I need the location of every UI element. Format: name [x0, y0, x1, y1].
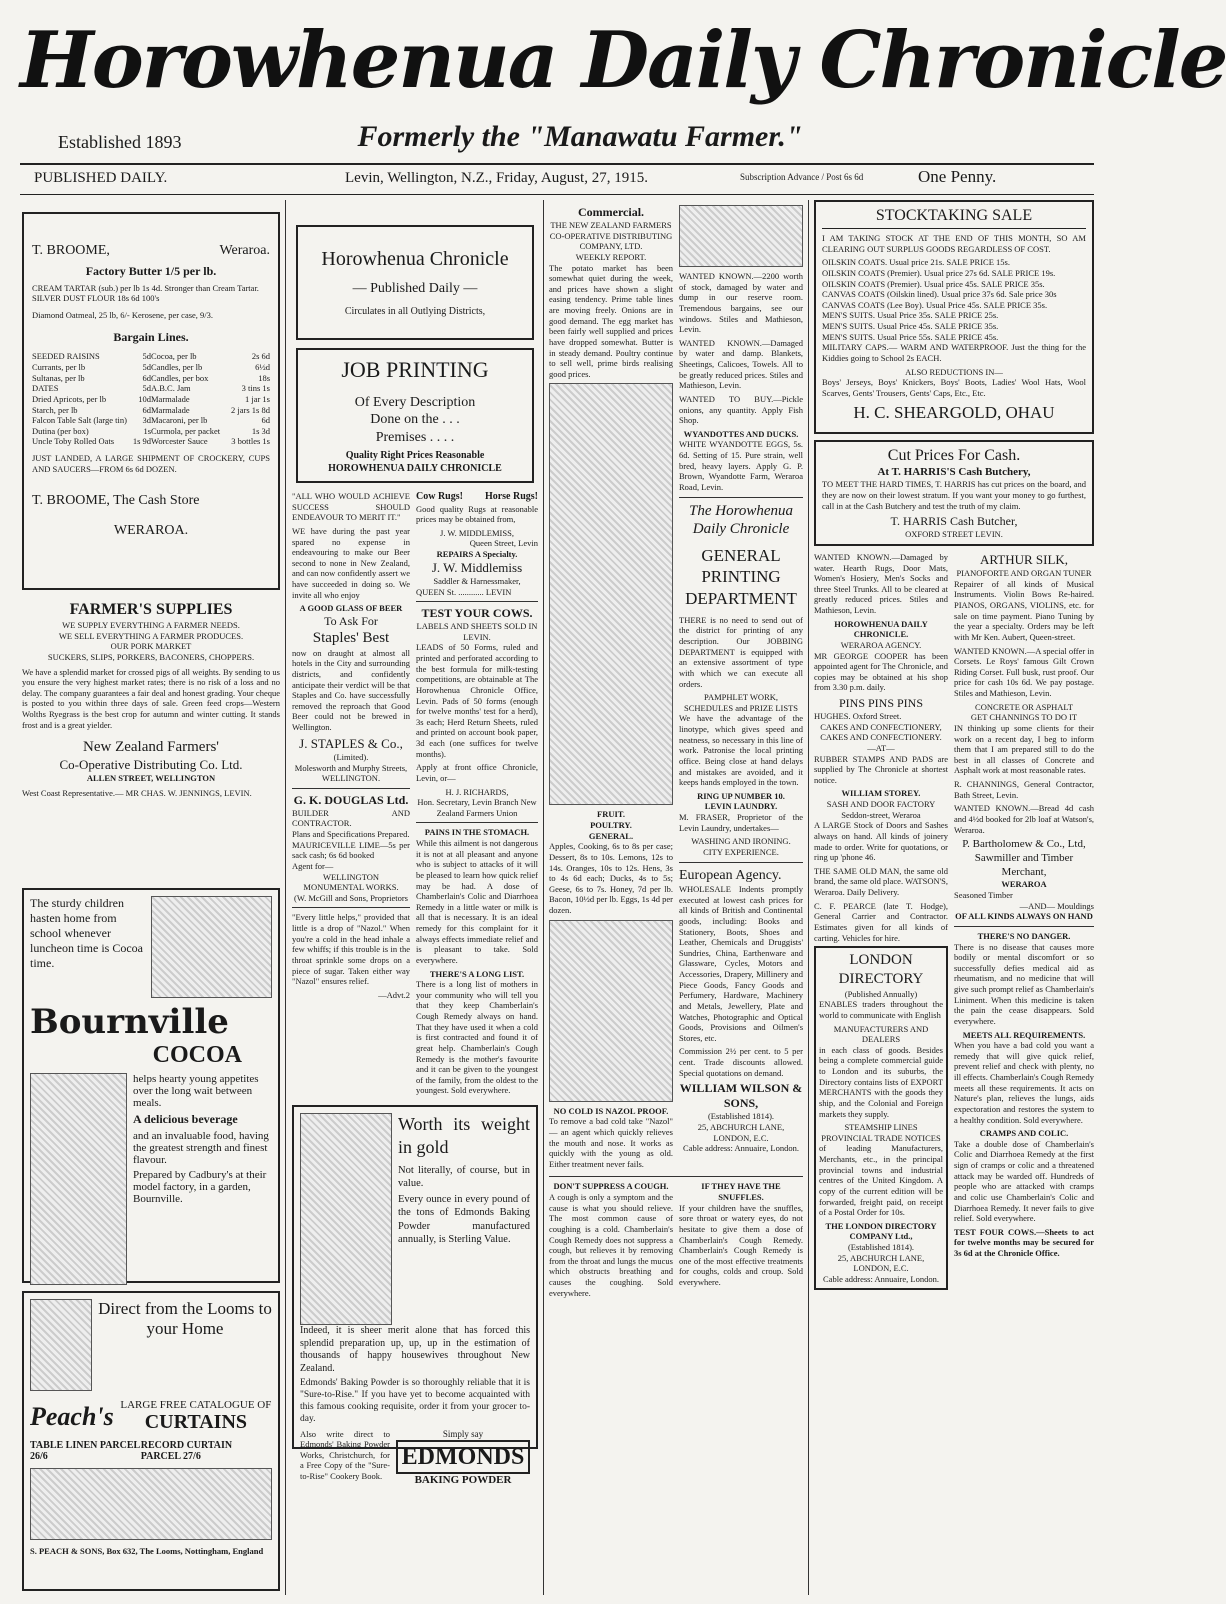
broome-name: T. BROOME, [32, 243, 110, 258]
subscription-terms: Advance / Post 6s 6d [787, 172, 864, 182]
cooper: MR GEORGE COOPER has been appointed agent for The Chronicle, and copies may be obtained at his shop from 3.30 p.m. daily. [814, 650, 948, 693]
wanted-6: WANTED KNOWN.—Bread 4d cash and 4½d booked for 2lb loaf at Watson's, Weraroa. [954, 803, 1094, 835]
bargain-cell: 5d [142, 383, 151, 394]
bargain-cell: Marmalade [151, 404, 190, 415]
nazol: "Every little helps," provided that little is a drop of "Nazol." When you're a cold in the head inhale a few whiffs; if this trouble is in the throat sprinkle some drops on a piece of sugar. Taken either way "Nazol" ensures relief. [292, 912, 410, 987]
subscription [740, 172, 863, 182]
hc-title: Horowhenua Chronicle [321, 248, 509, 270]
no-danger: THERE'S NO DANGER. [977, 930, 1071, 941]
storey: WILLIAM STOREY. [841, 788, 921, 799]
commercial-head: Commercial. [577, 205, 645, 219]
farmers-line: WE SELL EVERYTHING A FARMER PRODUCES. [58, 630, 244, 641]
simply-say: Simply say [442, 1428, 484, 1439]
bargain-row [32, 362, 270, 373]
european-agency: European Agency. [679, 867, 782, 883]
wanted-3: WANTED TO BUY.—Pickle onions, any quantity. Apply Fish Shop. [679, 393, 803, 426]
cocoa-cadbury: Prepared by Cadbury's at their model factory, in a garden, Bournville. [133, 1169, 267, 1205]
london-co: THE LONDON DIRECTORY COMPANY Ltd., [825, 1220, 937, 1242]
col3-adverts [679, 205, 803, 1172]
poultry-head: POULTRY. [590, 820, 632, 830]
bargain-cell: Starch, per lb [32, 404, 78, 415]
hdc-agency: HOROWHENUA DAILY CHRONICLE. [834, 618, 928, 640]
bargain-row [32, 415, 270, 426]
pearce: C. F. PEARCE (late T. Hodge), General Carrier and Contractor. Estimates given for all kinds of carting. Vehicles for hire. [814, 900, 948, 943]
harris-body: TO MEET THE HARD TIMES, T. HARRIS has cut prices on the board, and they are now on their lowest stratum. If you want your money to go furthest, call in at the Cash Butchery and test the truth of my claim. [822, 479, 1086, 511]
commission: Commission 2½ per cent. to 5 per cent. Trade discounts allowed. Special quotations on demand. [679, 1046, 803, 1078]
horse-rugs: Horse Rugs! [484, 491, 538, 502]
wilson: WILLIAM WILSON & SONS, [679, 1081, 803, 1111]
european-body: WHOLESALE Indents promptly executed at lowest cash prices for all kinds of British and Continental goods, including: Books and Stationery, Boots, Shoes and Leather, Chemicals and Druggists' Sundries, China, Earthenware and Glassware, Cycles, Motors and Accessories, Drapery, Millinery and Piece Goods, Fancy Goods and Perfumery, Hardware, Machinery and Metals, Jewellery, Plate and Watches, Photographic and Optical Goods, Provisions and Oilmen's Stores, etc. [679, 884, 803, 1043]
job-line: Of Every Description [354, 394, 476, 410]
woman-illustration [30, 1073, 127, 1285]
bargain-cell: 6d [142, 372, 151, 383]
bargain-cell: 3 tins 1s [241, 383, 270, 394]
column-3 [549, 205, 803, 1595]
sash: SASH AND DOOR FACTORY [826, 799, 936, 809]
bargain-cell: Dried Apricots, per lb [32, 393, 107, 404]
enables: ENABLES traders throughout the world to communicate with English [819, 999, 943, 1020]
bargain-cell: 1s 3d [251, 425, 270, 436]
bargain-row [32, 426, 270, 437]
parcel-list-text [30, 1468, 272, 1540]
queen-levin: QUEEN St. ............ LEVIN [416, 586, 512, 597]
bargain-cell: 6d [261, 415, 270, 426]
reductions: ALSO REDUCTIONS IN— [905, 366, 1003, 377]
edmonds-logo: EDMONDS [396, 1440, 530, 1474]
edmonds-advert [292, 1105, 538, 1486]
bargain-cell: 1 jar 1s [244, 393, 270, 404]
nazol-head: NO COLD IS NAZOL PROOF. [553, 1105, 669, 1116]
cocoa-advert [22, 888, 280, 1283]
cable: Cable address: Annuaire, London. [683, 1143, 799, 1154]
fruit-head: FRUIT. [597, 809, 625, 820]
worth-body3: Indeed, it is sheer merit alone that has forced this splendid preparation up, up, up in the estimation of thousands of happy housewives throughout New Zealand. [300, 1325, 530, 1374]
children-illustration [151, 896, 272, 998]
fertiliser-list-text [679, 205, 803, 267]
cocoa-delicious: A delicious beverage [133, 1112, 238, 1126]
bargain-cell: Sultanas, per lb [32, 372, 85, 383]
peach-logo: Peach's [30, 1401, 114, 1431]
bartholomew: P. Bartholomew & Co., Ltd, [962, 838, 1086, 851]
sawmiller: Sawmiller and Timber Merchant, [974, 851, 1074, 878]
worth-body2: Every ounce in every pound of the tons of Edmonds Baking Powder manufactured annually, is Sterling Value. [398, 1194, 530, 1245]
sheets: TEST FOUR COWS.—Sheets to act for twelve months may be secured for 3s 6d at the Chronicle Office. [954, 1226, 1094, 1258]
rugs-column [416, 491, 538, 1099]
bargain-cell: 5d [142, 362, 151, 372]
nazol-advt: —Advt.2 [378, 989, 410, 1000]
cakes: CAKES AND CONFECTIONERY, CAKES AND CONFECTIONERY. [820, 721, 942, 743]
printing-body: THERE is no need to send out of the district for printing of any description. Our JOBBING DEPARTMENT is equipped with an extensive assortment of type with which we can execute all orders. [679, 614, 803, 689]
limited: (Limited). [333, 751, 369, 762]
requirements-body: When you have a bad cold you want a remedy that will give quick relief, prevent relief and check with plenty, no ill effects. Chamberlain's Cough Remedy meets all these requirements. It acts on Nature's plan, relieves the lungs, aids expectoration and restores the system to a healthy condition. Sold everywhere. [954, 1040, 1094, 1125]
bargain-cell: Dutina (per box) [32, 425, 89, 436]
nzf-heading: New Zealand Farmers' [83, 739, 219, 756]
nzf-rep: West Coast Representative.— MR CHAS. W. JENNINGS, LEVIN. [22, 787, 252, 798]
nzf-address: ALLEN STREET, WELLINGTON [86, 773, 216, 784]
staples-body2: now on draught at almost all hotels in the City and surrounding districts, and confidently anticipate their verdict will be that Staples and Co. have successfully removed the reproach that Good Beer could not be brewed in Wellington. [292, 647, 410, 732]
report-body: The potato market has been somewhat quiet during the week, and prices have shown a slight easing tendency. Prime table lines are moving freely. Onions are in good demand. The egg market has been fairly well supplied and prices have dropped somewhat. Butter is in steady demand. Poultry continue to sell well, prime birds realising good prices. [549, 262, 673, 379]
bargain-cell: DATES [32, 383, 59, 394]
stock-item: OILSKIN COATS (Premier). Usual price 27s 6d. SALE PRICE 19s. [822, 267, 1056, 278]
reductions-body: Boys' Jerseys, Boys' Knickers, Boys' Boots, Ladies' Wool Hats, Wool Scarves, Gents' Trousers, Gents' Caps, Etc., Etc. [822, 377, 1086, 398]
dateline: Levin, Wellington, N.Z., Friday, August, 27, 1915. [345, 170, 648, 186]
oxford: OXFORD STREET LEVIN. [905, 529, 1003, 540]
large-free: LARGE FREE CATALOGUE OF [120, 1399, 272, 1411]
peach-advert [22, 1291, 280, 1591]
channings-body: IN thinking up some clients for their work on a recent day, I beg to inform them that I am prepared still to do the best in all classes of Concrete and Asphalt work at most reasonable rates. [954, 722, 1094, 776]
bargain-cell: 10d [138, 393, 151, 404]
washing: WASHING AND IRONING. [691, 836, 791, 847]
bargain-row [32, 394, 270, 405]
formerly-title: Formerly the "Manawatu Farmer." [357, 120, 803, 153]
worth-body4: Edmonds' Baking Powder is so thoroughly reliable that it is "Sure-to-Rise." If you have yet to become acquainted with this famous cooking requisite, order it from your grocer to-day. [300, 1378, 530, 1424]
hdc-sig: HOROWHENUA DAILY CHRONICLE [328, 462, 502, 474]
wanted-1: WANTED KNOWN.—2200 worth of stock, damaged by water and dump in our reserve room. Tremendous bargains, see our windows. Stiles and Mathieson, Levin. [679, 271, 803, 335]
long-list-head: THERE'S A LONG LIST. [429, 968, 525, 979]
commercial-report [549, 205, 673, 1172]
worth-heading: Worth its weight in gold [398, 1114, 530, 1157]
broome-advert [22, 212, 280, 590]
bargain-cell: 3 bottles 1s [231, 436, 270, 447]
nzf-sub: Co-Operative Distributing Co. Ltd. [59, 757, 243, 772]
bargain-cell: 6½d [255, 362, 270, 372]
loom-illustration [30, 1299, 92, 1391]
piano: PIANOFORTE AND ORGAN TUNER [956, 568, 1092, 579]
old-man: THE SAME OLD MAN, the same old brand, the same old place. WATSON'S, Weraroa. Daily Delivery. [814, 865, 948, 897]
bargain-cell: 5d [142, 351, 151, 362]
masthead-rule-bottom [20, 194, 1094, 195]
cocoa-logo: COCOA [152, 1042, 242, 1068]
farmers-line: OUR PORK MARKET [110, 641, 192, 652]
job-printing: JOB PRINTING [341, 357, 489, 382]
hc-box [296, 225, 534, 340]
rubber-stamps: RUBBER STAMPS AND PADS are supplied by The Chronicle at shortest notice. [814, 753, 948, 785]
bargain-row [32, 436, 270, 447]
peach-address: S. PEACH & SONS, Box 632, The Looms, Nottingham, England [30, 1546, 264, 1556]
masthead-title: Horowhenua Daily Chronicle [20, 15, 1226, 106]
middlemiss-2: J. W. Middlemiss [431, 559, 523, 575]
mouldings: —AND— Mouldings [1019, 900, 1094, 911]
published-daily: PUBLISHED DAILY. [34, 170, 168, 186]
worth-body1: Not literally, of course, but in value. [398, 1165, 530, 1190]
london-directory-advert [814, 946, 948, 1289]
wyandottes-body: WHITE WYANDOTTE EGGS, 5s. 6d. Setting of 15. Pure strain, well bred, heavy layers. Apply G. P. Brown, Wyandotte Farm, Weraroa Road, Levin. [679, 439, 803, 492]
fraser: M. FRASER, Proprietor of the Levin Laundry, undertakes— [679, 812, 803, 833]
job-line: Premises . . . . [375, 429, 455, 445]
pins: PINS PINS PINS [838, 696, 924, 710]
monumental: WELLINGTON MONUMENTAL WORKS. [303, 871, 399, 893]
curtains: CURTAINS [144, 1411, 248, 1433]
bargain-cell: 3d [142, 415, 151, 426]
job-line: Done on the . . . [370, 412, 460, 427]
city-experience: CITY EXPERIENCE. [703, 846, 779, 857]
stock-item: MEN'S SUITS. Usual Price 55s. SALE PRICE 45s. [822, 331, 999, 342]
silk-body: Repairer of all kinds of Musical Instruments. Violin Bows Re-haired. PIANOS, ORGANS, VIOLINS, etc. for sale on time payment. Piano Tuning by the year a specialty. Orders may be left with Mr Ken. Aubert, Queen-street. [954, 578, 1094, 642]
cocoa-body: helps hearty young appetites over the long wait between meals. [133, 1073, 259, 1109]
storey-address: Seddon-street, Weraroa [841, 809, 921, 820]
bargain-cell: Candles, per lb [151, 362, 203, 372]
cramps-body: Take a double dose of Chamberlain's Colic and Diarrhoea Remedy at the first sign of cramps or colic and a threatened attack may be warded off. Hundreds of people who are attacked with cramps and colic use Chamberlain's Colic and Diarrhoea Remedy. It never fails to give relief. Sold everywhere. [954, 1138, 1094, 1224]
staples-body: WE have during the past year spared no expense in endeavouring to make our Beer second to none in New Zealand, and can now confidently assert we have succeeded in doing so. We invite all who enjoy [292, 525, 410, 600]
at: —AT— [867, 742, 895, 753]
wanted-4: WANTED KNOWN.—Damaged by water. Hearth Rugs, Door Mats, Women's Hosiery, Men's Socks and three Steel Trunks. All to be cleared at greatly reduced prices. Stiles and Mathieson, Levin. [814, 551, 948, 615]
silk: ARTHUR SILK, [979, 551, 1069, 567]
nazol-body: To remove a bad cold take "Nazol" — an agent which quickly relieves the mouth and nose. It works as quickly with the young as old. Either treatment never fails. [549, 1116, 673, 1169]
sheargold: H. C. SHEARGOLD, OHAU [853, 403, 1055, 423]
printing-body2: We have the advantage of the linotype, which gives speed and neatness, so necessary in this line of work. Patronise the local printing office. Being close at hand delays and mistakes are avoided, and it keeps hands employed in the town. [679, 713, 803, 788]
bargain-row [32, 383, 270, 394]
pamphlet: PAMPHLET WORK, SCHEDULES and PRIZE LISTS [683, 692, 799, 713]
good-glass: A GOOD GLASS OF BEER [299, 603, 403, 614]
bargain-cell: Cocoa, per lb [151, 351, 197, 362]
bargain-cell: 1s 9d [132, 436, 151, 447]
london-body2: of leading Manufacturers, Merchants, etc., in the principal provincial towns and industrial centres of the United Kingdom. A copy of the current edition will be forwarded, freight paid, on receipt of a Postal Order for 10s. [819, 1143, 943, 1218]
factory-butter: Factory Butter 1/5 per lb. [85, 263, 217, 278]
cramps: CRAMPS AND COLIC. [979, 1128, 1069, 1139]
plans: Plans and Specifications Prepared. [292, 829, 410, 839]
column-divider [285, 200, 286, 1595]
cable-2: Cable address: Annuaire, London. [823, 1273, 939, 1284]
silver-dust: SILVER DUST FLOUR 18s 6d 100's [32, 293, 160, 304]
farmers-supplies-advert [22, 600, 280, 880]
column-2 [292, 205, 538, 1595]
cocoa-body2: and an invaluable food, having the greatest strength and finest flavour. [133, 1130, 269, 1166]
wilson-est: (Established 1814). [707, 1111, 775, 1122]
lime: MAURICEVILLE LIME—5s per sack cash; 6s 6d booked [292, 839, 410, 861]
general-head: GENERAL. [588, 830, 634, 841]
price: One Penny. [918, 167, 997, 186]
snuffles-head: IF THEY HAVE THE SNUFFLES. [701, 1181, 781, 1202]
oatmeal: Diamond Oatmeal, 25 lb, 6/- Kerosene, per case, 9/3. [32, 309, 214, 320]
staples-address: Molesworth and Murphy Streets, WELLINGTON. [294, 762, 408, 784]
stock-item: OILSKIN COATS (Premier). Usual price 45s. SALE PRICE 35s. [822, 278, 1045, 289]
london-body: in each class of goods. Besides being a complete commercial guide to London and its suburbs, the Directory contains lists of EXPORT MERCHANTS with the goods they ship, and the Colonial and Foreign markets they supply. [819, 1044, 943, 1119]
annually: (Published Annually) [844, 988, 918, 999]
hc-circulates: Circulates in all Outlying Districts, [344, 305, 486, 317]
bargain-cell: 18s [258, 372, 270, 383]
cream-tartar: CREAM TARTAR (sub.) per lb 1s 4d. Stronger than Cream Tartar. [32, 282, 259, 293]
wanted-2: WANTED KNOWN.—Damaged by water and damp. Blankets, Sheetings, Calicoes, Towels. All to be greatly reduced prices. Stiles and Mathieson, Levin. [679, 337, 803, 391]
monumental-sub: (W. McGill and Sons, Proprietors [294, 892, 408, 903]
saddler: Saddler & Harnessmaker, [433, 575, 521, 586]
stocktaking-advert [814, 200, 1094, 434]
bargain-cell: 6d [142, 404, 151, 415]
market-report-text [549, 383, 673, 805]
column-divider [808, 200, 809, 1595]
hughes: HUGHES. Oxford Street. [814, 711, 902, 721]
suppress-head: DON'T SUPPRESS A COUGH. [553, 1181, 669, 1192]
queen-st: Queen Street, Levin [469, 538, 538, 549]
broome-place: Weraroa. [219, 243, 270, 258]
requirements: MEETS ALL REQUIREMENTS. [962, 1029, 1086, 1040]
bargain-cell: Macaroni, per lb [151, 415, 208, 426]
masthead-rule-top [20, 163, 1094, 165]
curtain-parcel: RECORD CURTAIN PARCEL 27/6 [140, 1440, 233, 1462]
stock-list [822, 257, 1086, 342]
seasoned: Seasoned Timber [954, 890, 1013, 900]
baking-powder: BAKING POWDER [414, 1473, 512, 1486]
bargain-cell: Currants, per lb [32, 362, 86, 372]
test-apply: Apply at front office Chronicle, Levin, or— [416, 762, 538, 783]
bournville-logo: Bournville [30, 1002, 229, 1042]
bargain-cell: Candles, per box [151, 372, 209, 383]
ring-up: RING UP NUMBER 10. [697, 790, 785, 801]
harris-sig: T. HARRIS Cash Butcher, [890, 514, 1018, 529]
staples-best: Staples' Best [312, 629, 390, 646]
weekly-report: WEEKLY REPORT. [575, 251, 647, 262]
test-cows: TEST YOUR COWS. [421, 606, 533, 621]
staples-co: J. STAPLES & Co., [299, 735, 403, 751]
bargain-cell: 2 jars 1s 8d [231, 404, 270, 415]
harris-butchery: At T. HARRIS'S Cash Butchery, [877, 465, 1031, 478]
london-dir: LONDON DIRECTORY [838, 952, 924, 987]
test-sub: LABELS AND SHEETS SOLD IN LEVIN. [416, 621, 538, 642]
stock-item: MEN'S SUITS. Usual Price 35s. SALE PRICE 25s. [822, 310, 999, 321]
wanted-5: WANTED KNOWN.—A special offer in Corsets. Le Roys' famous Gilt Crown Riding Corset. Full busk, rust proof. Our price for cash 10s 6d. We pay postage. Stiles and Mathieson, Levin. [954, 645, 1094, 698]
bargain-heading: Bargain Lines. [113, 330, 189, 345]
farmers-heading: FARMER'S SUPPLIES [69, 601, 233, 618]
concrete: CONCRETE OR ASPHALT [975, 701, 1073, 712]
table-linen-parcel: TABLE LINEN PARCEL 26/6 [30, 1440, 140, 1462]
looms-heading: Direct from the Looms to your Home [98, 1299, 272, 1338]
pains-head: PAINS IN THE STOMACH. [424, 827, 530, 838]
bargain-row [32, 373, 270, 384]
weraroa-agency: WERAROA AGENCY. [840, 639, 922, 650]
subscription-label: Subscription [740, 172, 786, 182]
channings: GET CHANNINGS TO DO IT [970, 712, 1078, 723]
stock-item: CANVAS COATS (Lee Boy). Usual Price 45s. SALE PRICE 35s. [822, 299, 1048, 310]
builder: BUILDER AND CONTRACTOR. [292, 807, 410, 829]
bargain-row [32, 405, 270, 416]
farmers-line: SUCKERS, SLIPS, PORKERS, BACONERS, CHOPPERS. [47, 651, 255, 662]
london-address: 25, ABCHURCH LANE, LONDON, E.C. [837, 1252, 925, 1274]
all-kinds: OF ALL KINDS ALWAYS ON HAND [955, 911, 1093, 922]
stocktaking-head: STOCKTAKING SALE [822, 206, 1086, 229]
job-printing-box [296, 348, 534, 483]
prices-body: Apples, Cooking, 6s to 8s per case; Dessert, 8s to 10s. Lemons, 12s to 14s. Oranges, 10s to 12s. Hens, 3s to 4s 6d each; Ducks, 4s to 5s; Geese, 6s to 7s. Honey, 7d per lb. Bacon, 10½d per lb. Eggs, 1s 4d per dozen. [549, 841, 673, 915]
middlemiss: J. W. MIDDLEMISS, [440, 527, 514, 538]
bargain-cell: 2s 6d [251, 351, 270, 362]
channings-sig: R. CHANNINGS, General Contractor, Bath Street, Levin. [954, 779, 1094, 800]
repairs: REPAIRS A Specialty. [436, 549, 518, 559]
bargain-cell: A.B.C. Jam [151, 383, 191, 394]
woman-scales-illustration [300, 1113, 392, 1325]
cow-rugs: Cow Rugs! [416, 491, 463, 502]
cocoa-intro: The sturdy children hasten home from school whenever luncheon time is Cocoa time. [30, 896, 143, 970]
general-prices-text [549, 920, 673, 1102]
storey-body: A LARGE Stock of Doors and Sashes always on hand. All kinds of joinery made to order. Write for quotations, or ring up 'phone 46. [814, 820, 948, 863]
weraroa-2: WERAROA [1001, 879, 1047, 890]
bargain-cell: SEEDED RAISINS [32, 351, 100, 362]
established: Established 1893 [58, 132, 182, 152]
to-ask: To Ask For [324, 613, 378, 628]
suppress-body: A cough is only a symptom and the cause is what you should relieve. The most common cause of coughing is a cold. Chamberlain's Cough Remedy does not suppress a cough, but relieves it by removing from the throat and lungs the mucus which obstructs breathing and causes the coughing. Sold everywhere. [549, 1192, 673, 1298]
steamship: STEAMSHIP LINES [844, 1122, 918, 1133]
bargain-list [32, 351, 270, 447]
richards: H. J. RICHARDS, [445, 786, 509, 797]
douglas: G. K. DOUGLAS Ltd. [293, 792, 409, 807]
london-est: (Established 1814). [847, 1242, 915, 1252]
achieve: "ALL WHO WOULD ACHIEVE SUCCESS SHOULD ENDEAVOUR TO MERIT IT." [292, 491, 410, 523]
column-4 [814, 200, 1094, 1595]
bargain-row [32, 351, 270, 362]
bargain-cell: Worcester Sauce [151, 436, 208, 447]
bargain-cell: Uncle Toby Rolled Oats [32, 436, 115, 447]
crockery: JUST LANDED, A LARGE SHIPMENT OF CROCKERY, CUPS AND SAUCERS—FROM 6s 6d DOZEN. [32, 453, 270, 474]
write-direct: Also write direct to Edmonds' Baking Powder Works, Christchurch, for a Free Copy of the "Sure-to-Rise" Cookery Book. [300, 1428, 390, 1481]
farmers-line: WE SUPPLY EVERYTHING A FARMER NEEDS. [62, 620, 240, 630]
hdc-title: The Horowhenua Daily Chronicle [688, 502, 794, 538]
rugs-body: Good quality Rugs at reasonable prices may be obtained from, [416, 503, 538, 525]
quality: Quality Right Prices Reasonable [345, 450, 485, 461]
weraroa-sig: WERAROA. [113, 522, 189, 538]
wilson-address: 25, ABCHURCH LANE, LONDON, E.C. [697, 1121, 785, 1143]
hc-published: — Published Daily — [352, 281, 478, 296]
military-caps: MILITARY CAPS.— WARM AND WATERPROOF. Just the thing for the Kiddies going to School 2s EACH. [822, 342, 1086, 363]
column-divider [543, 200, 544, 1595]
farmers-body: We have a splendid market for crossed pigs of all weights. By sending to us you ensure the very highest market rates; there is no risk of a loss and no delay. The company guarantees a fair deal and honest grading. Your cheque is posted to you within three days of sale. Green feed crops—Western Wolths Ryegrass is the best crop for autumn and winter cutting. It stands frost and is a great yielder. [22, 666, 280, 730]
laundry-head: LEVIN LAUNDRY. [704, 801, 778, 812]
bargain-cell: Falcon Table Salt (large tin) [32, 415, 127, 426]
richards-sub: Hon. Secretary, Levin Branch New Zealand Farmers Union [417, 797, 537, 818]
bargain-cell: Curmola, per packet [151, 425, 221, 436]
general-printing: GENERAL PRINTING DEPARTMENT [685, 546, 797, 608]
harris-advert [814, 440, 1094, 546]
bargain-cell: Marmalade [151, 393, 190, 404]
manufacturers: MANUFACTURERS AND DEALERS [833, 1023, 929, 1045]
stock-item: OILSKIN COATS. Usual price 21s. SALE PRICE 15s. [822, 257, 1010, 268]
snuffles-body: If your children have the snuffles, sore throat or watery eyes, do not hesitate to give them a dose of Chamberlain's Cough Remedy. Chamberlain's Cough Remedy is one of the most effective treatments for coughs, colds and croup. Sold everywhere. [679, 1202, 803, 1287]
stock-intro: I AM TAKING STOCK AT THE END OF THIS MONTH, SO AM CLEARING OUT SURPLUS GOODS REGARDLESS OF COST. [822, 233, 1086, 254]
provincial: PROVINCIAL TRADE NOTICES [821, 1132, 941, 1143]
test-body: LEADS of 50 Forms, ruled and printed and perforated according to the best formula for milk-testing competitions, are obtainable at The Horowhenua Chronicle Office, Levin. Pads of 50 forms (enough for twelve months' test for a herd), 3s each; Herd Return Sheets, ruled and printed on account book paper, 3d each (one suffices for twelve months). [416, 642, 538, 759]
cut-prices: Cut Prices For Cash. [887, 446, 1021, 464]
wyandottes-head: WYANDOTTES AND DUCKS. [683, 428, 799, 439]
no-danger-body: There is no disease that causes more bodily or mental discomfort or so successfully defies medical aid as rheumatism, and no medicine that will give such prompt relief as Chamberlain's Liniment. When this medicine is taken the pain the cease disappears. Sold everywhere. [954, 941, 1094, 1026]
cash-store: T. BROOME, The Cash Store [32, 493, 200, 509]
pains-body: While this ailment is not dangerous it is not at all pleasant and anyone who is subject to attacks of it will be pleased to learn how quick relief may be had. A dose of Chamberlain's Colic and Diarrhoea Remedy in a little water or milk is all that is necessary. It is an ideal remedy for this complaint for it always effects immediate relief and is pleasant to take. Sold everywhere. [416, 838, 538, 965]
stock-item: CANVAS COATS (Oilskin lined). Usual price 37s 6d. Sale price 30s [822, 289, 1057, 300]
bargain-cell: 1s [143, 425, 151, 436]
staples-advert [292, 491, 410, 1099]
nzf-report: THE NEW ZEALAND FARMERS CO-OPERATIVE DISTRIBUTING COMPANY, LTD. [549, 220, 673, 252]
stock-item: MEN'S SUITS. Usual Price 45s. SALE PRICE 35s. [822, 321, 999, 331]
agent: Agent for— [292, 860, 334, 871]
long-list-body: There is a long list of mothers in your community who will tell you that they keep Chamberlain's Cough Remedy always on hand. That they have used it when a cold is first contracted and found it of great help. Chamberlain's Cough Remedy is the mother's favourite and it can be given to the youngest of the family, from the oldest to the youngest. Sold everywhere. [416, 979, 538, 1096]
